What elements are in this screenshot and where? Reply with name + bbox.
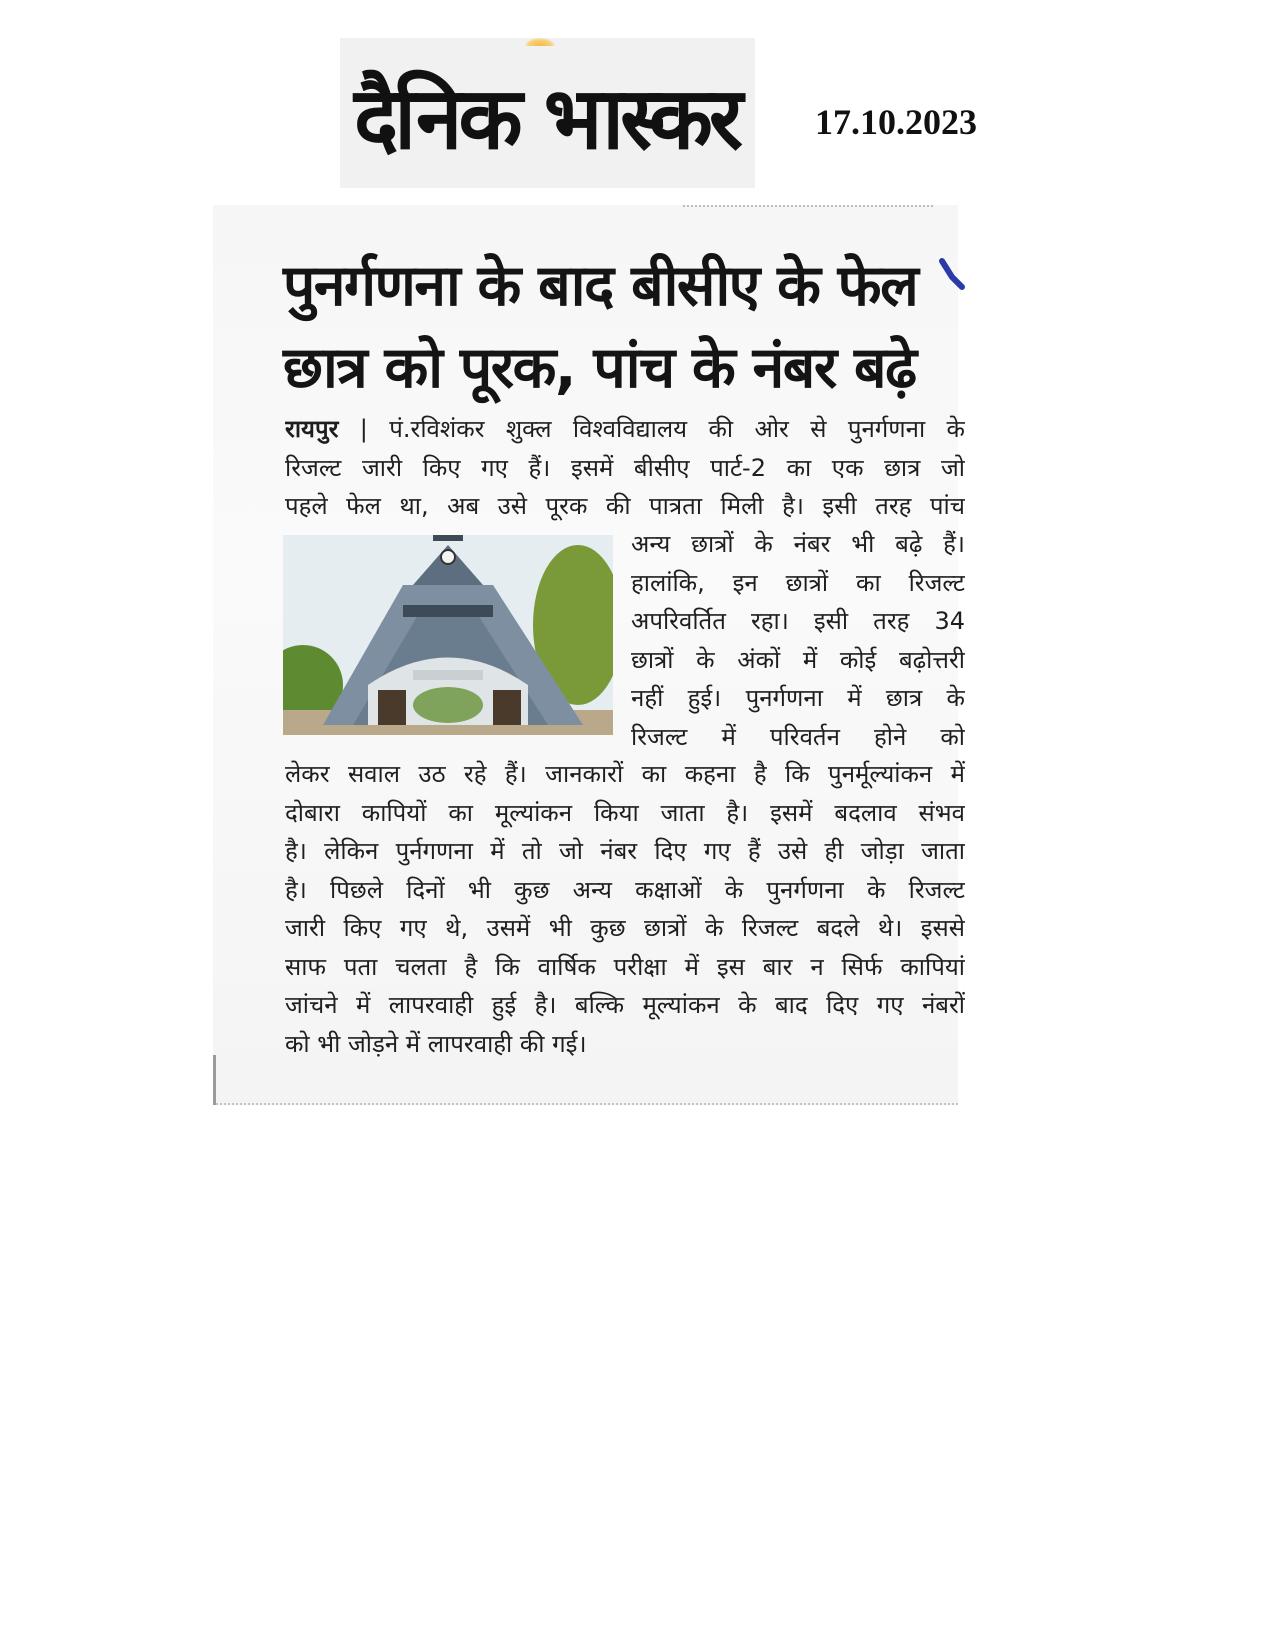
clipping-torn-edge: [213, 1097, 958, 1105]
text-line: जारी किए गए थे, उसमें भी कुछ छात्रों के रिजल्ट बदले थे। इससे: [285, 914, 965, 942]
publication-date: 17.10.2023: [815, 102, 977, 142]
article-body-intro: [285, 410, 965, 526]
newspaper-logo: दैनिक भास्कर: [354, 69, 740, 169]
text-line: दोबारा कापियों का मूल्यांकन किया जाता है। इसमें बदलाव संभव: [285, 798, 965, 827]
text-line: हालांकि, इन छात्रों का रिजल्ट: [631, 568, 965, 597]
text-line: पहले फेल था, अब उसे पूरक की पात्रता मिली है। इसी तरह पांच: [285, 492, 965, 520]
article-body-column: [631, 525, 965, 756]
pen-mark-icon: [938, 257, 968, 293]
text-line: को भी जोड़ने में लापरवाही की गई।: [285, 1029, 587, 1058]
clipping-torn-edge: [683, 205, 933, 215]
dateline: रायपुर: [285, 415, 339, 443]
text-line: साफ पता चलता है कि वार्षिक परीक्षा में इस बार न सिर्फ कापियां: [285, 952, 965, 981]
headline-line: पुनर्गणना के बाद बीसीए के फेल: [283, 253, 918, 319]
text-fragment: पं.रविशंकर शुक्ल विश्वविद्यालय की ओर से पुनर्गणना के: [389, 415, 965, 443]
university-gate-photo: [283, 535, 613, 735]
headline-line: छात्र को पूरक, पांच के नंबर बढ़े: [283, 335, 916, 401]
text-line: लेकर सवाल उठ रहे हैं। जानकारों का कहना है कि पुनर्मूल्यांकन में: [285, 760, 965, 788]
news-clipping: [213, 205, 965, 1105]
gate-illustration: [283, 535, 613, 735]
text-line: छात्रों के अंकों में कोई बढ़ोत्तरी: [631, 645, 965, 674]
text-line: रिजल्ट जारी किए गए हैं। इसमें बीसीए पार्ट-2 का एक छात्र जो: [285, 453, 965, 482]
newspaper-masthead: [340, 38, 755, 188]
text-line: जांचने में लापरवाही हुई है। बल्कि मूल्यांकन के बाद दिए गए नंबरों: [285, 991, 965, 1019]
text-line: नहीं हुई। पुनर्गणना में छात्र के: [631, 684, 965, 712]
sun-logo-icon: [525, 38, 555, 46]
text-line: रिजल्ट में परिवर्तन होने को: [631, 722, 965, 751]
article-headline: [283, 245, 953, 409]
text-line: रायपुर | पं.रविशंकर शुक्ल विश्वविद्यालय की ओर से पुनर्गणना के: [285, 415, 965, 443]
text-line: है। पिछले दिनों भी कुछ अन्य कक्षाओं के पुनर्गणना के रिजल्ट: [285, 875, 965, 904]
text-line: है। लेकिन पुर्नगणना में तो जो नंबर दिए गए हैं उसे ही जोड़ा जाता: [285, 837, 965, 865]
clipping-shadow-edge: [213, 1055, 216, 1105]
text-line: अपरिवर्तित रहा। इसी तरह 34: [631, 607, 965, 635]
article-body-continued: [285, 755, 965, 1063]
text-line: अन्य छात्रों के नंबर भी बढ़े हैं।: [631, 530, 965, 558]
